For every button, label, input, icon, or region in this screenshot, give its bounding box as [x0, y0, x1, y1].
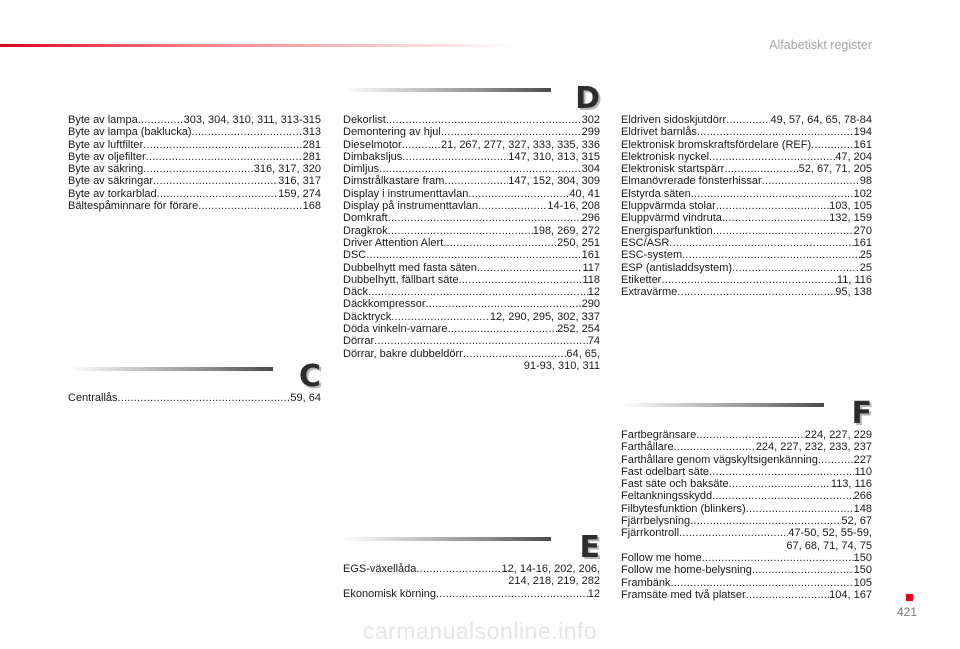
index-entry-pages: 21, 267, 277, 327, 333, 335, 336: [440, 138, 600, 151]
dot-leader: [138, 114, 184, 126]
page-header-title: Alfabetiskt register: [769, 38, 872, 52]
index-entry-label: EGS-växellåda: [343, 563, 417, 575]
index-entry-pages: 316, 317, 320: [253, 163, 321, 176]
dot-leader: [661, 274, 837, 286]
index-entry: [621, 466, 872, 478]
index-entry-label: Centrallås: [68, 392, 118, 404]
dot-leader: [463, 348, 567, 360]
dot-leader: [157, 188, 279, 200]
index-entry-pages: 150: [853, 564, 872, 577]
index-entry-pages: 296: [581, 212, 600, 225]
index-entry: [621, 126, 872, 138]
index-entry-label: Feltankningsskydd: [621, 490, 713, 503]
dot-leader: [671, 577, 854, 589]
index-entry: [621, 589, 872, 601]
index-entry-pages: 161: [581, 249, 600, 262]
index-entry: [621, 114, 872, 126]
index-entry-pages: 118: [582, 273, 600, 286]
index-entry-label: ESP (antisladdsystem): [621, 261, 733, 274]
dot-leader: [416, 563, 501, 575]
index-entry: [68, 139, 321, 151]
index-entry-pages: 302: [581, 114, 600, 126]
index-entry: [621, 212, 872, 224]
index-entry-pages: 113, 116: [830, 478, 872, 491]
index-entry-label: Dimljus: [343, 163, 380, 176]
index-entry: [621, 577, 872, 589]
index-entry-pages: 227: [853, 453, 872, 466]
dot-leader: [143, 139, 302, 151]
index-entry: [343, 588, 600, 600]
section-header-d: [343, 81, 600, 116]
index-entry-pages: 252, 254: [557, 323, 600, 336]
dot-leader: [198, 200, 302, 212]
index-entry-label: DSC: [343, 249, 367, 262]
index-entry-pages-continued: 67, 68, 71, 74, 75: [786, 539, 872, 552]
dot-leader: [713, 225, 854, 237]
index-entry-pages: 103, 105: [829, 200, 872, 213]
index-entry-pages: 161: [853, 138, 872, 151]
index-entry-label: Byte av lampa: [68, 114, 138, 126]
index-entry-pages: 95, 138: [835, 286, 872, 299]
index-entry-label: Byte av oljefilter: [68, 150, 146, 163]
index-entry: [621, 564, 872, 576]
dot-leader: [677, 286, 835, 298]
index-entry-pages: 98: [859, 175, 872, 188]
index-entry-label: Bältespåminnare för förare: [68, 200, 199, 213]
index-column-c: [68, 392, 321, 404]
index-entry-label: Farthållare: [621, 441, 674, 454]
dot-leader: [118, 392, 291, 404]
dot-leader: [426, 298, 582, 310]
index-entry-label: Fartbegränsare: [621, 429, 697, 441]
index-entry-label: Eldrivet barnlås: [621, 126, 697, 139]
index-entry-pages: 304: [581, 163, 600, 176]
index-entry-pages: 224, 227, 232, 233, 237: [755, 441, 872, 454]
index-entry-label: Byte av torkarblad: [68, 187, 157, 200]
index-entry: [621, 490, 872, 502]
index-entry: [621, 286, 872, 298]
dot-leader: [682, 249, 860, 261]
dot-leader: [146, 151, 303, 163]
dot-leader: [726, 114, 770, 126]
dot-leader: [402, 139, 441, 151]
index-column-d: [343, 114, 600, 372]
index-entry: [343, 286, 600, 298]
index-entry-label: Eluppvärmd vindruta: [621, 212, 722, 225]
dot-leader: [690, 515, 841, 527]
index-entry: [621, 429, 872, 441]
dot-leader: [696, 429, 804, 441]
dot-leader: [811, 139, 854, 151]
dot-leader: [477, 262, 583, 274]
index-entry: [343, 335, 600, 347]
index-entry-label: Dubbelhytt med fasta säten: [343, 261, 477, 274]
index-entry-pages: 150: [853, 551, 872, 564]
index-entry: [68, 188, 321, 200]
index-entry-label: Domkraft: [343, 212, 388, 225]
dot-leader: [732, 262, 860, 274]
index-entry: [621, 225, 872, 237]
index-entry-pages: 12: [587, 286, 600, 299]
index-entry-pages: 117: [582, 261, 600, 274]
dot-leader: [436, 588, 588, 600]
index-entry-label: Dieselmotor: [343, 138, 402, 151]
index-entry: [343, 188, 600, 200]
index-entry-label: Driver Attention Alert: [343, 236, 444, 249]
index-entry-pages: 168: [302, 200, 321, 213]
index-entry-label: Fast odelbart säte: [621, 465, 710, 478]
dot-leader: [709, 151, 835, 163]
index-entry-label: Däcktryck: [343, 310, 392, 323]
page-marker: [906, 594, 913, 601]
dot-leader: [702, 552, 854, 564]
index-entry-label: Dörrar, bakre dubbeldörr: [343, 347, 463, 360]
index-entry-label: Byte av luftfilter: [68, 138, 144, 151]
index-entry-pages: 250, 251: [557, 236, 600, 249]
index-entry: [621, 237, 872, 249]
index-entry-pages: 303, 304, 310, 311, 313-315: [183, 114, 321, 126]
index-entry-pages: 25: [859, 261, 872, 274]
index-entry-label: Ekonomisk körning: [343, 587, 436, 600]
index-entry-label: Döda vinkeln-varnare: [343, 323, 448, 336]
index-column-f: [621, 429, 872, 601]
index-entry: [68, 200, 321, 212]
dot-leader: [716, 200, 829, 212]
index-entry-label: Extravärme: [621, 286, 678, 299]
index-entry: [621, 139, 872, 151]
index-entry: [68, 114, 321, 126]
index-entry-pages: 290: [581, 298, 600, 311]
index-entry-label: Fjärrkontroll: [621, 527, 680, 540]
index-entry-label: Etiketter: [621, 273, 662, 286]
dot-leader: [746, 503, 854, 515]
index-entry-pages: 313: [302, 126, 321, 139]
index-entry: [621, 503, 872, 515]
index-entry-pages: 59, 64: [290, 392, 321, 404]
index-entry: [68, 163, 321, 175]
index-entry-pages: 316, 317: [278, 175, 321, 188]
index-entry-pages: 132, 159: [829, 212, 872, 225]
index-entry: [343, 200, 600, 212]
index-entry-label: Däck: [343, 286, 369, 299]
header-accent-bar: [0, 44, 520, 47]
dot-leader: [762, 175, 860, 187]
index-entry-label: Elmanövrerade fönsterhissar: [621, 175, 762, 188]
index-entry-pages: 12: [587, 587, 600, 600]
section-rule: [343, 537, 551, 541]
index-entry-label: Elektronisk startspärr: [621, 163, 725, 176]
index-entry-pages: 11, 116: [836, 273, 872, 286]
index-column-e: [343, 563, 600, 600]
index-entry-label: Byte av säkringar: [68, 175, 153, 188]
dot-leader: [441, 126, 582, 138]
index-column-e-continued: [621, 114, 872, 298]
index-entry-pages: 161: [853, 236, 872, 249]
index-entry-pages: 52, 67: [841, 515, 872, 528]
section-header-f: [621, 396, 872, 431]
index-entry: [343, 114, 600, 126]
index-entry-label: Fjärrbelysning: [621, 515, 691, 528]
index-entry-pages: 25: [859, 249, 872, 262]
index-entry: [621, 552, 872, 564]
index-entry: [621, 527, 872, 539]
index-entry: [343, 563, 600, 575]
dot-leader: [444, 175, 508, 187]
index-entry-label: ESC-system: [621, 249, 683, 262]
index-entry-pages-continued: 214, 218, 219, 282: [508, 575, 600, 588]
index-entry-label: Dimbaksljus: [343, 150, 403, 163]
index-entry: [621, 478, 872, 490]
index-entry: [68, 126, 321, 138]
index-entry-pages: 102: [853, 187, 872, 200]
index-entry: [343, 175, 600, 187]
index-entry: [343, 237, 600, 249]
section-letter-c: C: [298, 359, 321, 394]
dot-leader: [402, 151, 508, 163]
index-column-b: [68, 114, 321, 212]
index-entry-pages: 105: [853, 576, 872, 589]
index-entry-pages: 281: [302, 138, 321, 151]
index-entry-pages: 40, 41: [569, 187, 600, 200]
index-entry-label: Farthållare genom vägskyltsigenkänning: [621, 453, 818, 466]
index-entry: [343, 311, 600, 323]
index-entry-label: Byte av lampa (baklucka): [68, 126, 192, 139]
dot-leader: [153, 175, 278, 187]
index-entry-pages: 147, 310, 313, 315: [508, 150, 600, 163]
dot-leader: [729, 478, 831, 490]
index-entry-label: Energisparfunktion: [621, 224, 713, 237]
index-entry: [621, 515, 872, 527]
dot-leader: [374, 335, 588, 347]
watermark: carmanualsonline.info: [362, 618, 598, 644]
index-entry: [343, 139, 600, 151]
index-entry-pages: 49, 57, 64, 65, 78-84: [770, 114, 872, 126]
dot-leader: [674, 441, 756, 453]
dot-leader: [459, 274, 583, 286]
index-entry-pages: 198, 269, 272: [532, 224, 600, 237]
index-entry-pages: 74: [587, 335, 600, 348]
index-entry-label: Byte av säkring: [68, 163, 144, 176]
index-entry-label: Elektronisk bromskraftsfördelare (REF): [621, 138, 812, 151]
index-entry: [343, 262, 600, 274]
dot-leader: [368, 286, 588, 298]
dot-leader: [379, 163, 582, 175]
dot-leader: [143, 163, 254, 175]
section-letter-e: E: [579, 530, 600, 565]
index-entry-pages: 64, 65,: [566, 347, 600, 360]
index-entry-pages: 12, 14-16, 202, 206,: [501, 563, 600, 575]
index-entry: [621, 441, 872, 453]
dot-leader: [468, 188, 569, 200]
index-entry: [343, 298, 600, 310]
section-rule: [621, 403, 824, 407]
index-entry: [621, 200, 872, 212]
dot-leader: [697, 126, 854, 138]
dot-leader: [724, 163, 798, 175]
index-entry-label: Eldriven sidoskjutdörr: [621, 114, 727, 126]
index-entry-pages: 159, 274: [278, 187, 321, 200]
section-rule: [68, 367, 273, 371]
index-entry-pages: 148: [853, 502, 872, 515]
index-entry: [621, 163, 872, 175]
index-entry-pages: 47, 204: [835, 150, 872, 163]
index-entry: [343, 151, 600, 163]
index-entry: [621, 454, 872, 466]
index-entry-label: Dörrar: [343, 335, 375, 348]
index-entry-pages: 299: [581, 126, 600, 139]
index-entry: [343, 323, 600, 335]
section-letter-d: D: [575, 81, 600, 116]
index-entry-pages: 12, 290, 295, 302, 337: [489, 310, 600, 323]
index-entry-label: Dragkrok: [343, 224, 388, 237]
index-entry-label: Dimstrålkastare fram: [343, 175, 445, 188]
dot-leader: [366, 249, 581, 261]
index-entry-label: Frambänk: [621, 576, 671, 589]
index-entry-pages: 52, 67, 71, 205: [798, 163, 872, 176]
index-entry: [343, 163, 600, 175]
dot-leader: [679, 527, 788, 539]
dot-leader: [709, 466, 854, 478]
dot-leader: [712, 490, 854, 502]
index-entry-label: Elstyrda säten: [621, 187, 691, 200]
index-entry-pages: 104, 167: [829, 588, 872, 601]
index-entry-pages: 47-50, 52, 55-59,: [788, 527, 872, 540]
dot-leader: [192, 126, 303, 138]
index-entry-pages: 224, 227, 229: [804, 429, 872, 441]
index-entry-pages: 147, 152, 304, 309: [508, 175, 600, 188]
dot-leader: [478, 200, 547, 212]
index-entry-label: Eluppvärmda stolar: [621, 200, 716, 213]
index-entry-label: Display på instrumenttavlan: [343, 200, 479, 213]
dot-leader: [388, 212, 582, 224]
index-entry-label: Demontering av hjul: [343, 126, 441, 139]
index-entry: [68, 175, 321, 187]
index-entry-pages: 270: [853, 224, 872, 237]
index-entry-label: Fast säte och baksäte: [621, 478, 729, 491]
index-entry-label: Framsäte med två platser: [621, 588, 746, 601]
index-entry: [68, 392, 321, 404]
dot-leader: [818, 454, 854, 466]
index-entry-pages-continued: 91-93, 310, 311: [523, 359, 600, 372]
index-entry-label: Follow me home: [621, 551, 702, 564]
index-entry-pages: 110: [854, 465, 872, 478]
index-entry-label: Dubbelhytt, fällbart säte: [343, 273, 459, 286]
index-entry-label: Filbytesfunktion (blinkers): [621, 502, 746, 515]
dot-leader: [746, 589, 829, 601]
index-entry: [343, 348, 600, 360]
dot-leader: [448, 323, 558, 335]
page-number: 421: [896, 605, 917, 619]
index-entry: [621, 262, 872, 274]
index-entry: [343, 212, 600, 224]
index-entry-pages: 266: [853, 490, 872, 503]
dot-leader: [386, 114, 582, 126]
dot-leader: [669, 237, 853, 249]
dot-leader: [722, 212, 829, 224]
index-entry-label: Däckkompressor: [343, 298, 426, 311]
index-entry-pages: 194: [853, 126, 872, 139]
section-letter-f: F: [851, 396, 872, 431]
dot-leader: [443, 237, 557, 249]
dot-leader: [391, 311, 490, 323]
index-entry: [621, 175, 872, 187]
index-entry-label: ESC/ASR: [621, 236, 670, 249]
index-entry: [621, 188, 872, 200]
index-entry: [68, 151, 321, 163]
section-header-e: [343, 530, 600, 565]
index-entry: [621, 151, 872, 163]
index-entry-label: Elektronisk nyckel: [621, 150, 710, 163]
index-entry-label: Dekorlist: [343, 114, 386, 126]
index-entry: [343, 126, 600, 138]
index-entry: [343, 249, 600, 261]
index-entry: [343, 274, 600, 286]
index-entry-label: Display i instrumenttavlan: [343, 187, 469, 200]
section-rule: [343, 88, 551, 92]
section-header-c: [68, 359, 321, 394]
index-entry: [343, 225, 600, 237]
index-entry: [621, 249, 872, 261]
dot-leader: [752, 564, 854, 576]
index-entry-label: Follow me home-belysning: [621, 564, 752, 577]
dot-leader: [691, 188, 854, 200]
index-entry: [621, 274, 872, 286]
dot-leader: [388, 225, 533, 237]
index-entry-pages: 14-16, 208: [547, 200, 600, 213]
index-entry-pages: 281: [302, 150, 321, 163]
